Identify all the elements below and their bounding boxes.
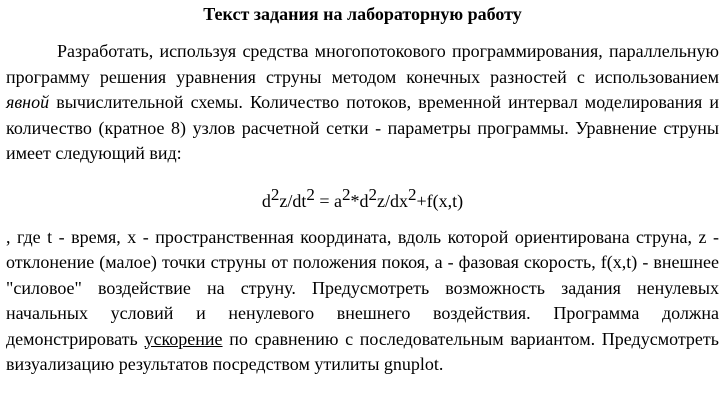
formula-exponent-3: 2 — [342, 184, 351, 204]
string-equation — [6, 181, 719, 221]
definitions-text-part2: по сравнению с последовательным вариантом. Предусмотреть визуализацию результатов посредством утилиты gnuplot. — [6, 328, 719, 374]
formula-exponent-1: 2 — [270, 184, 280, 204]
definitions-paragraph — [6, 225, 719, 378]
formula-exponent-4: 2 — [368, 184, 377, 204]
task-text-part2: вычислительной схемы. Количество потоков, временной интервал моделирования и количество (кратное 8) узлов расчетной сетки - параметры программы. Уравнение струны имеет следующий вид: — [6, 92, 719, 163]
formula-text-3: = a — [314, 190, 342, 211]
formula-exponent-2: 2 — [306, 184, 315, 204]
formula-exponent-5: 2 — [408, 184, 417, 204]
emphasis-explicit: явной — [6, 92, 50, 112]
task-text-part1: Разработать, используя средства многопотокового программирования, параллельную программу решения уравнения струны методом конечных разностей с использованием — [6, 41, 719, 87]
underlined-speedup: ускорение — [144, 328, 223, 349]
formula-text-1: d — [261, 190, 271, 211]
formula-text-5: z/dx — [377, 190, 408, 211]
formula-text-4: *d — [350, 190, 369, 211]
definitions-text-part1: , где t - время, x - пространственная координата, вдоль которой ориентирована струна, z - отклонение (малое) точки струны от положения покоя, a - фазовая скорость, f(x,t) - внешнее "силовое" воздействие на струну. Предусмотреть возможность задания ненулевых начальных условий и ненулевого внешнего воздействия. Программа должна демонстрировать — [6, 226, 719, 349]
formula-text-2: z/dt — [279, 190, 307, 211]
task-paragraph — [6, 39, 719, 167]
document-title: Текст задания на лабораторную работу — [203, 4, 522, 24]
formula-text-6: +f(x,t) — [416, 190, 464, 211]
